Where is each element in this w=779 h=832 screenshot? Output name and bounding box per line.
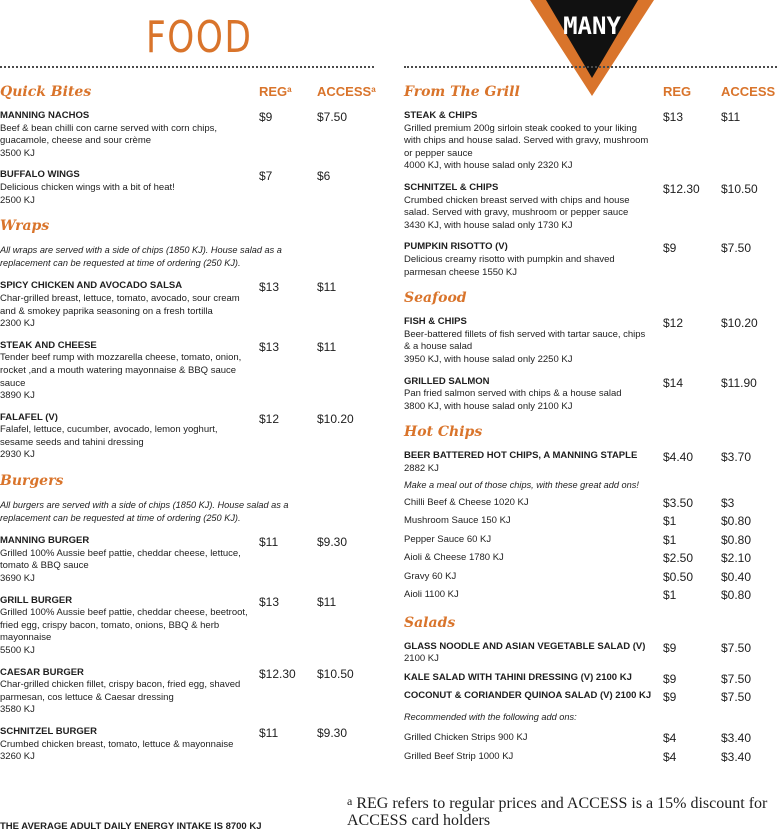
addon-name: Chilli Beef & Cheese 1020 KJ (404, 497, 529, 509)
item-access-price: $11 (721, 110, 741, 124)
item-description: Beer-battered fillets of fish served with tartar sauce, chips & a house salad (404, 328, 646, 353)
section-title: From The Grill (404, 84, 520, 100)
section-title: Burgers (0, 473, 64, 490)
item-description: Grilled premium 200g sirloin steak cooked to your liking with chips and house salad. Served with gravy, mushroom or pepper sauce (404, 122, 649, 159)
item-description: Delicious creamy risotto with pumpkin and shaved parmesan cheese 1550 KJ (404, 253, 615, 278)
item-description: Char-grilled chicken fillet, crispy bacon, fried egg, shaved parmesan, cos lettuce & Caesar dressing (0, 679, 241, 703)
addon-row (404, 748, 779, 766)
item-energy: 2930 KJ (0, 449, 35, 461)
addon-reg-price: $1 (663, 514, 677, 529)
section-header-quick-bites (0, 82, 380, 104)
item-energy: 3260 KJ (0, 751, 35, 763)
menu-item (404, 241, 779, 279)
addon-access-price: $3 (721, 496, 735, 511)
item-name: SPICY CHICKEN AND AVOCADO SALSA (0, 280, 183, 292)
item-energy: 3950 KJ, with house salad only 2250 KJ (404, 353, 573, 365)
item-access-price: $7.50 (721, 671, 752, 686)
addon-row (404, 531, 779, 549)
item-name: GLASS NOODLE AND ASIAN VEGETABLE SALAD (V) (404, 640, 646, 652)
item-reg-price: $13 (259, 339, 280, 354)
section-title: Hot Chips (404, 424, 483, 441)
menu-item (404, 376, 779, 414)
menu-item (404, 641, 779, 666)
item-energy: 2100 KJ (404, 653, 439, 665)
item-reg-price: $9 (663, 640, 677, 655)
item-energy: 2882 KJ (404, 462, 439, 474)
addon-access-price: $0.40 (721, 569, 752, 584)
section-header-wraps (0, 216, 380, 238)
addon-reg-price: $4 (663, 731, 677, 746)
section-note: All wraps are served with a side of chips (1850 KJ). House salad as a replacement can be requested at time of ordering (250 KJ). (0, 245, 282, 268)
item-name: MANNING BURGER (0, 535, 90, 547)
menu-item (0, 667, 380, 717)
item-access-price: $11 (317, 594, 337, 609)
section-header-salads (404, 613, 779, 635)
item-name: GRILL BURGER (0, 594, 73, 606)
item-access-price: $7.50 (721, 690, 752, 705)
footnote-text: REG refers to regular prices and ACCESS is a 15% discount for ACCESS card holders (347, 795, 768, 829)
item-description: Grilled 100% Aussie beef pattie, cheddar cheese, lettuce, tomato & BBQ sauce (0, 547, 241, 572)
logo-text: MANY (563, 12, 621, 40)
menu-item (0, 340, 380, 403)
addon-reg-price: $1 (663, 588, 677, 603)
addon-name: Grilled Chicken Strips 900 KJ (404, 732, 528, 744)
addon-row (404, 568, 779, 586)
item-energy: 3800 KJ, with house salad only 2100 KJ (404, 400, 573, 412)
item-access-price: $3.70 (721, 450, 752, 465)
item-name: SCHNITZEL & CHIPS (404, 181, 499, 193)
menu-item (404, 672, 779, 685)
menu-item (0, 726, 380, 764)
addon-name: Mushroom Sauce 150 KJ (404, 515, 511, 527)
item-name: KALE SALAD WITH TAHINI DRESSING (V) 2100 KJ (404, 671, 632, 683)
item-reg-price: $13 (259, 280, 280, 295)
item-reg-price: $14 (663, 375, 684, 390)
item-access-price: $11 (317, 339, 337, 354)
section-title: Salads (404, 614, 456, 631)
addon-reg-price: $4 (663, 749, 677, 764)
addon-access-price: $0.80 (721, 514, 752, 529)
item-description: Falafel, lettuce, cucumber, avocado, lemon yoghurt, sesame seeds and tahini dressing (0, 424, 218, 448)
item-name: STEAK & CHIPS (404, 110, 478, 121)
footnote-mark: a (347, 794, 353, 808)
item-description: Pan fried salmon served with chips & a house salad (404, 388, 622, 400)
addon-access-price: $0.80 (721, 532, 752, 547)
item-reg-price: $11 (259, 535, 279, 550)
addon-reg-price: $2.50 (663, 551, 694, 566)
item-access-price: $10.20 (721, 316, 758, 331)
item-reg-price: $12 (259, 411, 280, 426)
addon-name: Aioli & Cheese 1780 KJ (404, 552, 504, 564)
item-name: CAESAR BURGER (0, 666, 84, 678)
item-reg-price: $4.40 (663, 450, 694, 465)
item-reg-price: $9 (259, 110, 273, 124)
item-name: BEER BATTERED HOT CHIPS, A MANNING STAPLE (404, 450, 638, 462)
addon-reg-price: $0.50 (663, 569, 694, 584)
menu-item (0, 169, 380, 207)
item-energy: 3500 KJ (0, 147, 35, 159)
item-reg-price: $13 (663, 110, 684, 124)
item-name: FISH & CHIPS (404, 316, 467, 328)
section-title: Quick Bites (0, 84, 92, 100)
item-access-price: $7.50 (317, 110, 348, 124)
section-note: Make a meal out of those chips, with these great add ons! (404, 480, 639, 491)
item-name: COCONUT & CORIANDER QUINOA SALAD (V) 2100 KJ (404, 690, 652, 702)
item-energy: 3580 KJ (0, 704, 35, 716)
section-title: Seafood (404, 290, 467, 307)
menu-item (404, 110, 779, 173)
item-access-price: $6 (317, 169, 331, 184)
item-energy: 3890 KJ (0, 390, 35, 402)
item-name: BUFFALO WINGS (0, 169, 80, 181)
item-access-price: $7.50 (721, 640, 752, 655)
section-note: All burgers are served with a side of chips (1850 KJ). House salad as a replacement can be requested at time of ordering (250 KJ). (0, 500, 289, 523)
item-name: FALAFEL (V) (0, 411, 58, 423)
addon-access-price: $3.40 (721, 749, 752, 764)
section-header-seafood (404, 288, 779, 310)
addon-name: Aioli 1100 KJ (404, 589, 459, 601)
item-reg-price: $7 (259, 169, 273, 184)
menu-item (0, 595, 380, 658)
item-energy: 3690 KJ (0, 573, 35, 585)
addon-access-price: $2.10 (721, 551, 752, 566)
section-header-grill (404, 82, 779, 104)
menu-item (0, 280, 380, 330)
addon-reg-price: $3.50 (663, 496, 694, 511)
menu-item (0, 412, 380, 462)
item-energy: 4000 KJ, with house salad only 2320 KJ (404, 160, 573, 172)
menu-item (404, 316, 779, 366)
item-name: GRILLED SALMON (404, 375, 490, 387)
addon-reg-price: $1 (663, 532, 677, 547)
item-description: Delicious chicken wings with a bit of heat! (0, 181, 175, 193)
item-access-price: $10.50 (317, 666, 354, 681)
item-reg-price: $11 (259, 725, 279, 740)
item-access-price: $10.50 (721, 181, 758, 196)
section-header-burgers (0, 471, 380, 493)
addon-name: Pepper Sauce 60 KJ (404, 533, 492, 545)
item-energy: 5500 KJ (0, 645, 35, 656)
menu-item (404, 690, 779, 703)
right-column (404, 66, 779, 766)
item-access-price: $11 (317, 280, 337, 295)
item-name: MANNING NACHOS (0, 110, 90, 121)
item-access-price: $11.90 (721, 375, 757, 390)
item-name: STEAK AND CHEESE (0, 339, 97, 351)
item-description: Beef & bean chilli con carne served with corn chips, guacamole, cheese and sour crème (0, 122, 218, 147)
item-description: Char-grilled breast, lettuce, tomato, avocado, sour cream and & smokey paprika seasoning on a fresh tortilla (0, 292, 240, 317)
item-description: Tender beef rump with mozzarella cheese, tomato, onion, rocket ,and a mouth watering mayonnaise & BBQ sauce sauce (0, 352, 242, 389)
item-description: Crumbed chicken breast served with chips and house salad. Served with gravy, mushroom or pepper sauce (404, 194, 630, 219)
addon-row (404, 549, 779, 567)
addon-row (404, 512, 779, 530)
addon-name: Grilled Beef Strip 1000 KJ (404, 750, 514, 762)
item-reg-price: $12.30 (663, 181, 700, 196)
item-reg-price: $9 (663, 690, 677, 705)
price-footnote (347, 795, 777, 829)
section-note: Recommended with the following add ons: (404, 711, 577, 722)
menu-item (404, 450, 779, 475)
item-reg-price: $12.30 (259, 666, 296, 681)
energy-intake-notice: THE AVERAGE ADULT DAILY ENERGY INTAKE IS 8700 KJ (0, 821, 262, 832)
section-title: Wraps (0, 218, 50, 235)
addon-row (404, 494, 779, 512)
item-access-price: $9.30 (317, 725, 348, 740)
item-name: SCHNITZEL BURGER (0, 725, 97, 737)
menu-item (404, 182, 779, 232)
access-column-header: ACCESS (721, 84, 776, 99)
addon-access-price: $3.40 (721, 731, 752, 746)
addon-access-price: $0.80 (721, 588, 752, 603)
item-reg-price: $12 (663, 316, 684, 331)
item-access-price: $7.50 (721, 241, 752, 256)
section-header-hot-chips (404, 422, 779, 444)
addon-row (404, 729, 779, 747)
item-reg-price: $9 (663, 241, 677, 256)
dotted-divider (0, 66, 374, 68)
page-title: FOOD (146, 12, 253, 63)
item-energy: 3430 KJ, with house salad only 1730 KJ (404, 219, 573, 231)
item-description: Crumbed chicken breast, tomato, lettuce & mayonnaise (0, 738, 234, 750)
addon-name: Gravy 60 KJ (404, 570, 457, 582)
item-description: Grilled 100% Aussie beef pattie, cheddar cheese, beetroot, fried egg, crispy bacon, tomato, onions, BBQ & herb mayonnaise (0, 607, 248, 644)
item-access-price: $10.20 (317, 411, 354, 426)
left-column (0, 66, 380, 773)
item-access-price: $9.30 (317, 535, 348, 550)
dotted-divider (404, 66, 777, 68)
addon-row (404, 586, 779, 604)
item-energy: 2300 KJ (0, 318, 35, 330)
item-energy: 2500 KJ (0, 194, 35, 206)
access-column-header: ACCESS$^a$ (317, 84, 376, 99)
item-reg-price: $9 (663, 671, 677, 686)
menu-item (0, 110, 380, 160)
menu-item (0, 535, 380, 585)
reg-column-header: REG (663, 84, 692, 99)
item-reg-price: $13 (259, 594, 280, 609)
reg-column-header: REG$^a$ (259, 84, 292, 99)
item-name: PUMPKIN RISOTTO (V) (404, 241, 508, 253)
